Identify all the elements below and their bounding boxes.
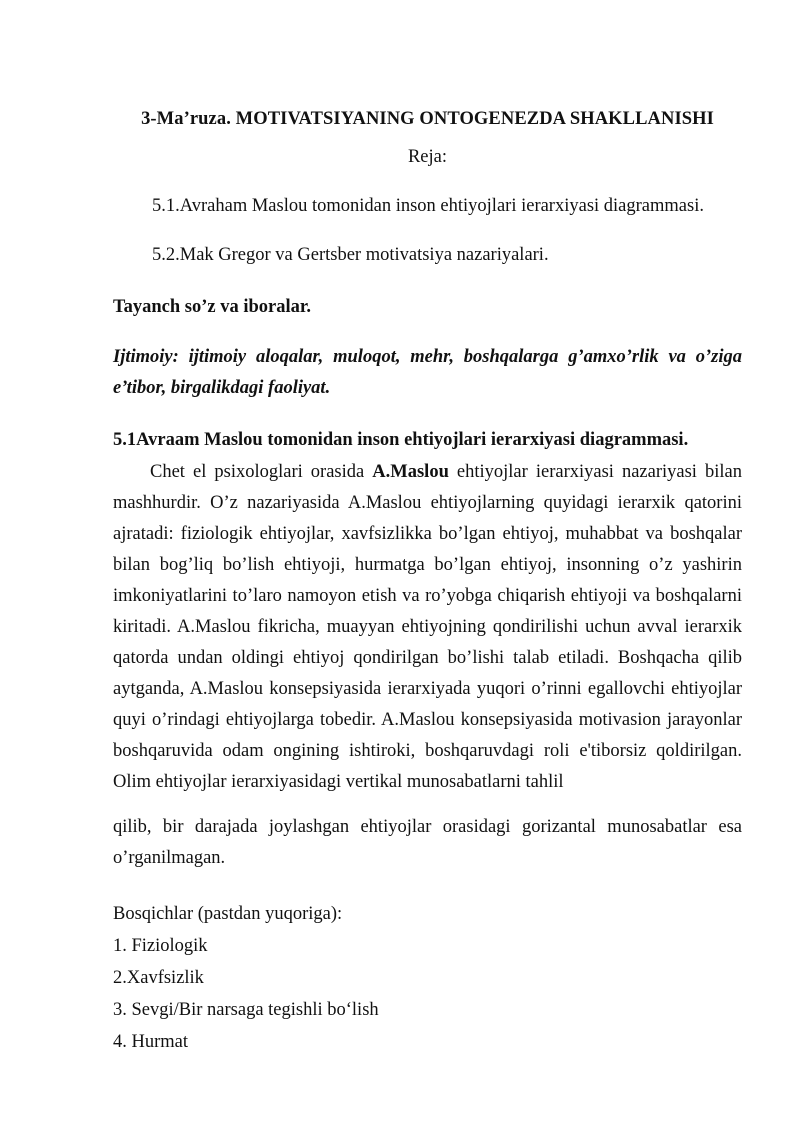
- paragraph-line-5: imkoniyatlarini to’laro namoyon etish va ro’yobga chiqarish ehtiyoji va boshqalarni: [113, 586, 742, 606]
- plan-label: Reja:: [407, 147, 448, 167]
- paragraph2-line-1: qilib, bir darajada joylashgan ehtiyojlar orasidagi gorizantal munosabatlar esa: [113, 817, 742, 837]
- page-title: 3-Ma’ruza. MOTIVATSIYANING ONTOGENEZDA SHAKLLANISHI: [141, 109, 714, 129]
- keywords-line-1: Ijtimoiy: ijtimoiy aloqalar, muloqot, mehr, boshqalarga g’amxo’rlik va o’ziga: [113, 347, 742, 367]
- section-heading-5-1: 5.1Avraam Maslou tomonidan inson ehtiyojlari ierarxiyasi diagrammasi.: [113, 430, 689, 450]
- list-item: 2.Xavfsizlik: [113, 968, 204, 988]
- paragraph-line-1-part-a: Chet el psixologlari orasida: [150, 462, 373, 482]
- paragraph-body-2: [113, 812, 742, 874]
- list-item: 1. Fiziologik: [113, 936, 208, 956]
- paragraph2-line-2: o’rganilmagan.: [113, 848, 226, 868]
- paragraph-line-11: Olim ehtiyojlar ierarxiyasidagi vertikal munosabatlarni tahlil: [113, 772, 564, 792]
- list-item: 3. Sevgi/Bir narsaga tegishli bo‘lish: [113, 1000, 379, 1020]
- steps-intro: Bosqichlar (pastdan yuqoriga):: [113, 904, 343, 924]
- steps-list: [113, 930, 742, 1058]
- paragraph-line-7: qatorda undan oldingi ehtiyoj qondirilgan bo’lishi talab etiladi. Boshqacha qilib: [113, 648, 742, 668]
- plan-item-2: 5.2.Mak Gregor va Gertsber motivatsiya nazariyalari.: [152, 245, 549, 265]
- paragraph-line-8: aytganda, A.Maslou konsepsiyasida ierarxiyada yuqori o’rinni egallovchi ehtiyojlar: [113, 679, 742, 699]
- paragraph-body-1: [113, 457, 742, 798]
- plan-item-1: 5.1.Avraham Maslou tomonidan inson ehtiyojlari ierarxiyasi diagrammasi.: [152, 196, 704, 216]
- document-content: [113, 104, 742, 1058]
- paragraph-line-4: bilan bog’liq bo’lish ehtiyoji, hurmatga bo’lgan ehtiyoj, insonning o’z yashirin: [113, 555, 742, 575]
- list-item: 4. Hurmat: [113, 1032, 189, 1052]
- keywords-line-2: e’tibor, birgalikdagi faoliyat.: [113, 378, 331, 398]
- paragraph-line-3: ajratadi: fiziologik ehtiyojlar, xavfsizlikka bo’lgan ehtiyoj, muhabbat va boshqalar: [113, 524, 742, 544]
- paragraph-line-10: boshqaruvida odam ongining ishtiroki, boshqaruvdagi roli e'tiborsiz qoldirilgan.: [113, 741, 742, 761]
- paragraph-line-1-part-c: ehtiyojlar ierarxiyasi nazariyasi bilan: [448, 462, 742, 482]
- paragraph-line-1: [113, 457, 742, 488]
- keywords-paragraph: [113, 342, 742, 404]
- keywords-heading: Tayanch so’z va iboralar.: [113, 297, 312, 317]
- emphasis-maslou: A.Maslou: [372, 462, 449, 482]
- paragraph-line-6: kiritadi. A.Maslou fikricha, muayyan ehtiyojning qondirilishi uchun avval ierarxik: [113, 617, 742, 637]
- paragraph-line-2: mashhurdir. O’z nazariyasida A.Maslou ehtiyojlarning quyidagi ierarxik qatorini: [113, 493, 742, 513]
- paragraph-line-9: quyi o’rindagi ehtiyojlarga tobedir. A.Maslou konsepsiyasida motivasion jarayonlar: [113, 710, 742, 730]
